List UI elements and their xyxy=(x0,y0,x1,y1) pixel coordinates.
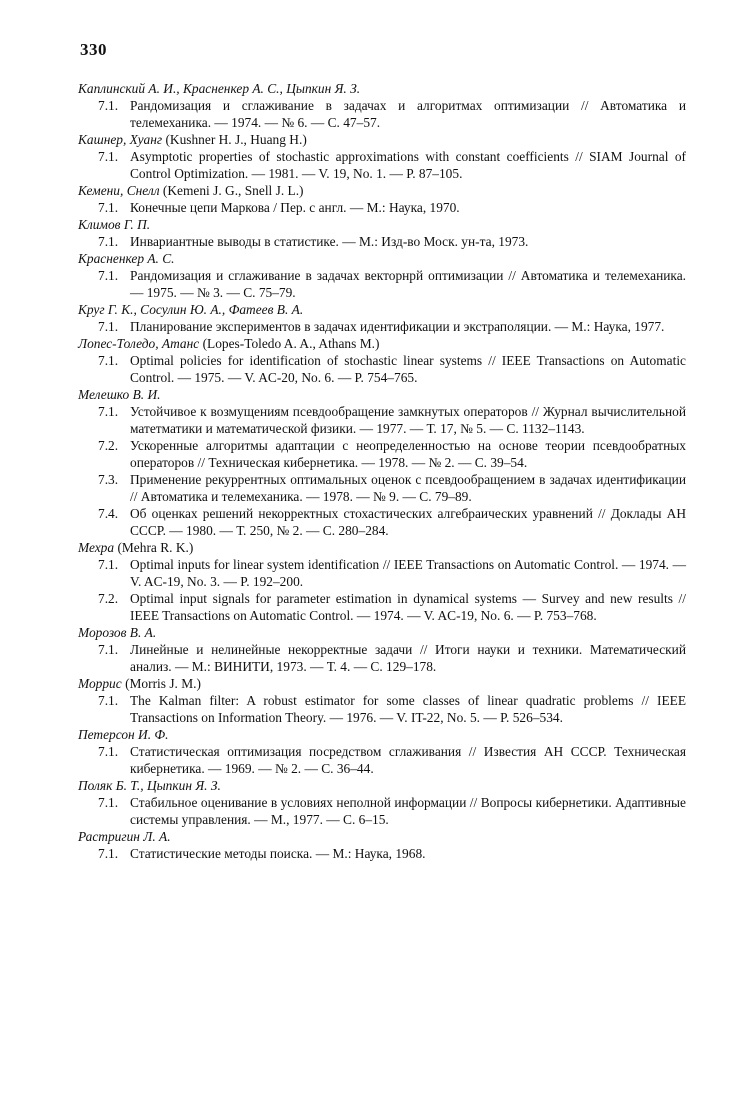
author-name: Красненкер А. С. xyxy=(78,251,175,266)
reference-text: Статистические методы поиска. — М.: Наука, 1968. xyxy=(130,846,426,861)
reference-text: Применение рекуррентных оптимальных оценок с псевдообращением в задачах идентификации // Автоматика и телемеханика. — 1978. — № 9. — С. 79–89. xyxy=(130,472,686,504)
page-number: 330 xyxy=(80,40,107,59)
reference-text: The Kalman filter: A robust estimator for some classes of linear quadratic problems // IEEE Transactions on Information Theory. — 1976. — V. IT-22, No. 5. — P. 526–534. xyxy=(130,693,686,725)
reference-entry xyxy=(78,845,686,862)
reference-entry xyxy=(78,199,686,216)
author-latin-name: (Lopes-Toledo A. A., Athans M.) xyxy=(202,336,380,351)
reference-text: Инвариантные выводы в статистике. — М.: Изд-во Моск. ун-та, 1973. xyxy=(130,234,529,249)
reference-number: 7.1. xyxy=(98,404,119,419)
reference-entry xyxy=(78,641,686,675)
reference-text: Optimal policies for identification of stochastic linear systems // IEEE Transactions on Automatic Control. — 1975. — V. AC-20, No. 6. — P. 754–765. xyxy=(130,353,686,385)
author-heading xyxy=(78,828,686,845)
reference-number: 7.1. xyxy=(98,319,119,334)
reference-entry xyxy=(78,692,686,726)
author-name: Морозов В. А. xyxy=(78,625,157,640)
reference-number: 7.3. xyxy=(98,472,119,487)
reference-number: 7.2. xyxy=(98,438,119,453)
author-heading xyxy=(78,131,686,148)
author-heading xyxy=(78,250,686,267)
reference-entry xyxy=(78,743,686,777)
author-latin-name: (Morris J. M.) xyxy=(125,676,201,691)
author-latin-name: (Kemeni J. G., Snell J. L.) xyxy=(162,183,304,198)
reference-entry xyxy=(78,505,686,539)
reference-entry xyxy=(78,267,686,301)
reference-number: 7.1. xyxy=(98,795,119,810)
reference-number: 7.1. xyxy=(98,234,119,249)
author-heading xyxy=(78,335,686,352)
reference-text: Статистическая оптимизация посредством сглаживания // Известия АН СССР. Техническая кибернетика. — 1969. — № 2. — С. 36–44. xyxy=(130,744,686,776)
author-name: Каплинский А. И., Красненкер А. С., Цыпкин Я. З. xyxy=(78,81,361,96)
author-name: Круг Г. К., Сосулин Ю. А., Фатеев В. А. xyxy=(78,302,304,317)
author-name: Мехра xyxy=(78,540,115,555)
author-heading xyxy=(78,675,686,692)
author-name: Кашнер, Хуанг xyxy=(78,132,163,147)
author-heading xyxy=(78,80,686,97)
reference-number: 7.1. xyxy=(98,693,119,708)
reference-entry xyxy=(78,148,686,182)
author-heading xyxy=(78,216,686,233)
reference-number: 7.1. xyxy=(98,353,119,368)
author-name: Петерсон И. Ф. xyxy=(78,727,169,742)
author-heading xyxy=(78,777,686,794)
reference-number: 7.2. xyxy=(98,591,119,606)
bibliography-list xyxy=(78,80,686,862)
reference-entry xyxy=(78,471,686,505)
reference-entry xyxy=(78,794,686,828)
reference-text: Об оценках решений некорректных стохастических алгебраических уравнений // Доклады АН СССР. — 1980. — Т. 250, № 2. — С. 280–284. xyxy=(130,506,686,538)
reference-number: 7.1. xyxy=(98,846,119,861)
author-name: Поляк Б. Т., Цыпкин Я. З. xyxy=(78,778,221,793)
author-name: Климов Г. П. xyxy=(78,217,151,232)
reference-text: Планирование экспериментов в задачах идентификации и экстраполяции. — М.: Наука, 1977. xyxy=(130,319,665,334)
reference-number: 7.1. xyxy=(98,268,119,283)
author-name: Кемени, Снелл xyxy=(78,183,160,198)
author-latin-name: (Mehra R. K.) xyxy=(117,540,194,555)
reference-entry xyxy=(78,352,686,386)
reference-entry xyxy=(78,437,686,471)
reference-number: 7.1. xyxy=(98,744,119,759)
reference-text: Optimal inputs for linear system identification // IEEE Transactions on Automatic Control. — 1974. — V. AC-19, No. 3. — P. 192–200. xyxy=(130,557,686,589)
reference-entry xyxy=(78,403,686,437)
reference-text: Стабильное оценивание в условиях неполной информации // Вопросы кибернетики. Адаптивные системы управления. — М., 1977. — С. 6–15. xyxy=(130,795,686,827)
author-latin-name: (Kushner H. J., Huang H.) xyxy=(165,132,307,147)
reference-number: 7.1. xyxy=(98,98,119,113)
reference-entry xyxy=(78,233,686,250)
author-name: Растригин Л. А. xyxy=(78,829,171,844)
reference-text: Рандомизация и сглаживание в задачах и алгоритмах оптимизации // Автоматика и телемеханика. — 1974. — № 6. — С. 47–57. xyxy=(130,98,686,130)
author-heading xyxy=(78,539,686,556)
reference-text: Ускоренные алгоритмы адаптации с неопределенностью на основе теории псевдообратных операторов // Техническая кибернетика. — 1978. — № 2. — С. 39–54. xyxy=(130,438,686,470)
reference-text: Asymptotic properties of stochastic approximations with constant coefficients // SIAM Journal of Control Optimization. — 1981. — V. 19, No. 1. — P. 87–105. xyxy=(130,149,686,181)
reference-entry xyxy=(78,590,686,624)
reference-text: Линейные и нелинейные некорректные задачи // Итоги науки и техники. Математический анализ. — М.: ВИНИТИ, 1973. — Т. 4. — С. 129–178. xyxy=(130,642,686,674)
reference-text: Optimal input signals for parameter estimation in dynamical systems — Survey and new results // IEEE Transactions on Automatic Control. — 1974. — V. AC-19, No. 6. — P. 753–768. xyxy=(130,591,686,623)
reference-text: Конечные цепи Маркова / Пер. с англ. — М.: Наука, 1970. xyxy=(130,200,460,215)
reference-number: 7.1. xyxy=(98,200,119,215)
reference-entry xyxy=(78,556,686,590)
reference-number: 7.4. xyxy=(98,506,119,521)
author-name: Мелешко В. И. xyxy=(78,387,161,402)
reference-text: Рандомизация и сглаживание в задачах векторнрй оптимизации // Автоматика и телемеханика. — 1975. — № 3. — С. 75–79. xyxy=(130,268,686,300)
reference-number: 7.1. xyxy=(98,149,119,164)
author-heading xyxy=(78,301,686,318)
reference-number: 7.1. xyxy=(98,642,119,657)
author-name: Моррис xyxy=(78,676,122,691)
author-heading xyxy=(78,624,686,641)
author-heading xyxy=(78,386,686,403)
author-heading xyxy=(78,182,686,199)
reference-entry xyxy=(78,97,686,131)
author-name: Лопес-Толедо, Атанс xyxy=(78,336,200,351)
reference-number: 7.1. xyxy=(98,557,119,572)
reference-text: Устойчивое к возмущениям псевдообращение замкнутых операторов // Журнал вычислительной матетматики и математической физики. — 1977. — Т. 17, № 5. — С. 1132–1143. xyxy=(130,404,686,436)
reference-entry xyxy=(78,318,686,335)
author-heading xyxy=(78,726,686,743)
